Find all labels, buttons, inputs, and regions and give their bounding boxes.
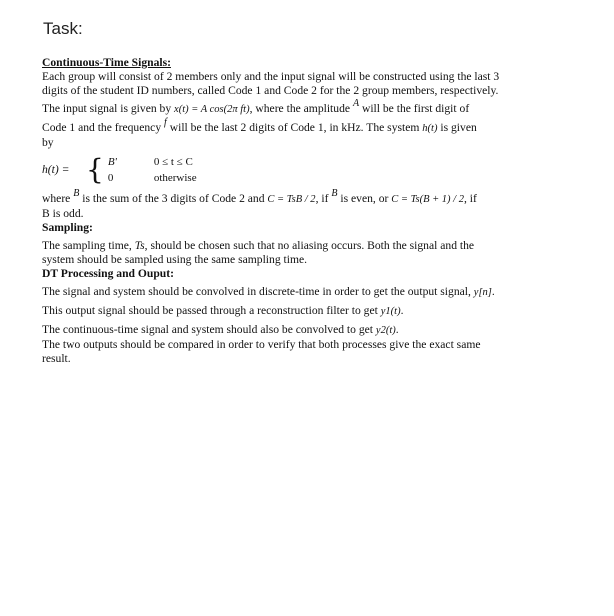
text-span: The input signal is given by bbox=[42, 102, 172, 115]
case-value: 0 bbox=[107, 172, 114, 184]
left-brace: { bbox=[86, 153, 104, 186]
paragraph-line: system should be sampled using the same sampling time. bbox=[42, 253, 308, 266]
b-symbol: B bbox=[331, 188, 338, 199]
paragraph-line: result. bbox=[42, 352, 71, 365]
paragraph-line bbox=[42, 323, 562, 338]
text-span: The continuous-time signal and system should also be convolved to get bbox=[42, 323, 374, 336]
piecewise-definition bbox=[42, 152, 562, 188]
c-odd-equation: C = Ts(B + 1) / 2 bbox=[391, 194, 464, 205]
section-heading-cts: Continuous-Time Signals: bbox=[42, 56, 171, 69]
task-document bbox=[42, 56, 562, 366]
text-span: . bbox=[400, 304, 404, 317]
paragraph-line bbox=[42, 117, 562, 136]
paragraph-line: B is odd. bbox=[42, 207, 84, 220]
section-heading-dt: DT Processing and Ouput: bbox=[42, 267, 174, 280]
system-equation: h(t) bbox=[422, 123, 438, 134]
y1-equation: y1(t) bbox=[380, 306, 401, 317]
text-span: , if bbox=[463, 192, 477, 205]
text-span: This output signal should be passed through a reconstruction filter to get bbox=[42, 304, 378, 317]
paragraph-line bbox=[42, 285, 562, 300]
b-symbol: B bbox=[73, 188, 80, 199]
paragraph-line bbox=[42, 304, 562, 319]
sampling-time-symbol: Ts bbox=[134, 239, 145, 252]
text-span: . bbox=[395, 323, 399, 336]
paragraph-line: digits of the student ID numbers, called Code 1 and Code 2 for the 2 group members, respectively. bbox=[42, 84, 499, 97]
y2-equation: y2(t) bbox=[375, 325, 396, 336]
paragraph-line: The two outputs should be compared in order to verify that both processes give the exact same bbox=[42, 338, 481, 351]
text-span: is even, or bbox=[340, 192, 389, 205]
paragraph-line: Each group will consist of 2 members only and the input signal will be constructed using the last 3 bbox=[42, 70, 500, 83]
text-span: , where the amplitude bbox=[249, 102, 351, 115]
text-span: will be the first digit of bbox=[361, 102, 470, 115]
text-span: , should be chosen such that no aliasing occurs. Both the signal and the bbox=[144, 239, 475, 252]
text-span: where bbox=[42, 192, 71, 205]
section-heading-sampling: Sampling: bbox=[42, 221, 93, 234]
input-signal-equation: x(t) = A cos(2π ft) bbox=[174, 104, 250, 115]
paragraph-line bbox=[42, 98, 562, 117]
text-span: will be the last 2 digits of Code 1, in kHz. The system bbox=[169, 121, 420, 134]
text-span: The signal and system should be convolved in discrete-time in order to get the output signal, bbox=[42, 285, 471, 298]
text-span: . bbox=[491, 285, 495, 298]
case-value: B' bbox=[107, 156, 117, 168]
text-span: is given bbox=[440, 121, 477, 134]
amplitude-symbol: A bbox=[352, 98, 360, 109]
paragraph-line: by bbox=[42, 136, 54, 149]
paragraph-line bbox=[42, 239, 562, 253]
page-title: Task: bbox=[43, 19, 83, 38]
frequency-symbol: f bbox=[164, 117, 167, 128]
text-span: Code 1 and the frequency bbox=[42, 121, 162, 134]
text-span: is the sum of the 3 digits of Code 2 and bbox=[82, 192, 265, 205]
text-span: , if bbox=[315, 192, 329, 205]
paragraph-line bbox=[42, 188, 562, 207]
text-span: The sampling time, bbox=[42, 239, 132, 252]
case-condition: 0 ≤ t ≤ C bbox=[153, 156, 193, 168]
piecewise-cases bbox=[108, 155, 197, 185]
output-equation: y[n] bbox=[473, 287, 492, 298]
c-even-equation: C = TsB / 2 bbox=[267, 194, 316, 205]
piecewise-lhs: h(t) = bbox=[42, 163, 70, 176]
case-condition: otherwise bbox=[153, 172, 197, 184]
